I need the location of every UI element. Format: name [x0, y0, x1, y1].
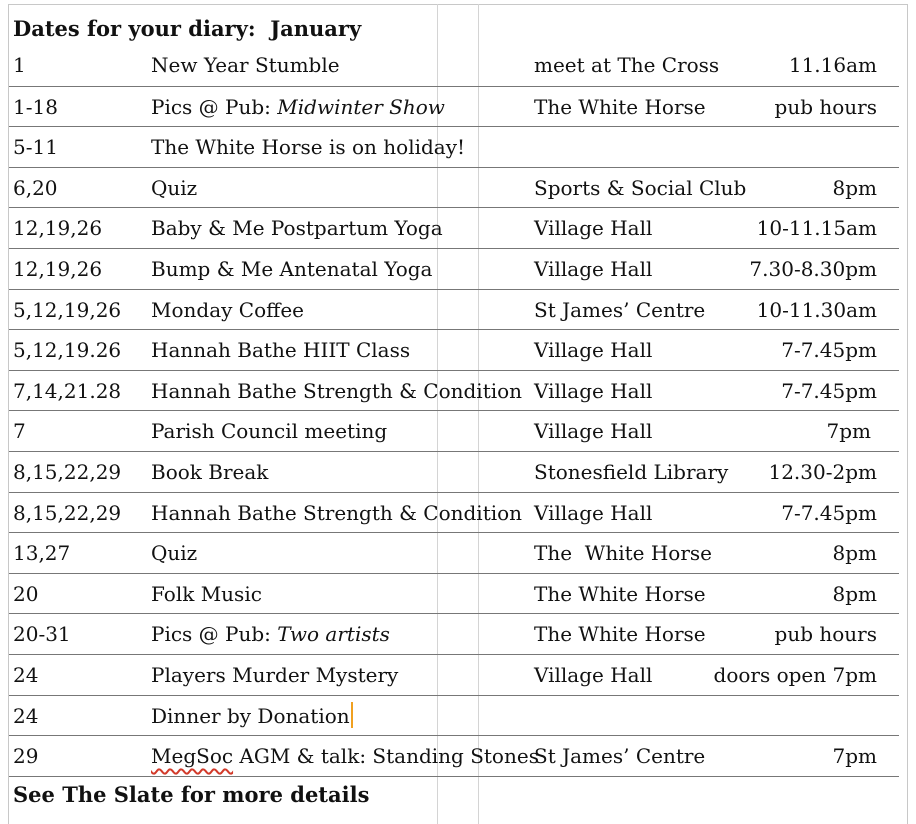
- event-venue: Village Hall: [534, 216, 653, 241]
- table-row: [9, 655, 899, 696]
- event-time: 8pm: [832, 541, 877, 566]
- event-name-prefix: Pics @ Pub:: [151, 94, 278, 119]
- event-venue: Village Hall: [534, 419, 653, 444]
- table-row: [9, 330, 899, 371]
- event-venue: St James’ Centre: [534, 744, 706, 769]
- text-cursor: [351, 702, 353, 728]
- event-date: 7,14,21.28: [13, 378, 122, 403]
- table-row: [9, 411, 899, 452]
- event-time: 7.30-8.30pm: [749, 256, 877, 281]
- event-name: Players Murder Mystery: [151, 662, 399, 687]
- event-date: 20: [13, 581, 39, 606]
- event-name-editable[interactable]: [151, 696, 353, 736]
- event-name: Quiz: [151, 541, 198, 566]
- event-date: 24: [13, 703, 39, 728]
- event-date: 5,12,19,26: [13, 297, 122, 322]
- event-time: 8pm: [832, 581, 877, 606]
- table-row: [9, 45, 899, 87]
- table-row: [9, 574, 899, 615]
- event-time: pub hours: [774, 622, 877, 647]
- event-venue: Village Hall: [534, 256, 653, 281]
- event-name-rest: AGM & talk: Standing Stones: [233, 744, 539, 769]
- event-date: 29: [13, 744, 39, 769]
- event-venue: The White Horse: [534, 541, 712, 566]
- event-time: 11.16am: [788, 53, 877, 77]
- event-venue: Village Hall: [534, 500, 653, 525]
- spelling-flagged-word[interactable]: MegSoc: [151, 744, 234, 769]
- event-time: 7pm: [826, 419, 871, 444]
- event-date: 24: [13, 662, 39, 687]
- event-time: 10-11.15am: [756, 216, 877, 241]
- event-date: 8,15,22,29: [13, 500, 122, 525]
- table-row: [9, 290, 899, 331]
- event-date: 8,15,22,29: [13, 459, 122, 484]
- events-table: [9, 45, 899, 777]
- event-name: Book Break: [151, 459, 269, 484]
- table-row: [9, 208, 899, 249]
- event-name: Hannah Bathe HIIT Class: [151, 338, 411, 363]
- table-row: [9, 249, 899, 290]
- event-name-italic: Two artists: [277, 622, 390, 647]
- event-time: 7-7.45pm: [781, 378, 877, 403]
- event-venue: The White Horse: [534, 622, 706, 647]
- event-time: 10-11.30am: [756, 297, 877, 322]
- event-name: The White Horse is on holiday!: [151, 135, 466, 160]
- event-name: Dinner by Donation: [151, 703, 350, 728]
- event-date: 7: [13, 419, 26, 444]
- table-row: [9, 736, 899, 777]
- event-name: [151, 736, 539, 776]
- event-name: [151, 614, 390, 654]
- event-time: pub hours: [774, 94, 877, 119]
- footer-note: See The Slate for more details: [13, 782, 370, 807]
- event-time: doors open 7pm: [713, 662, 877, 687]
- page-border-right: [907, 4, 908, 824]
- event-date: 1: [13, 53, 26, 77]
- event-date: 12,19,26: [13, 216, 103, 241]
- page-title: Dates for your diary: January: [13, 16, 362, 41]
- event-venue: Stonesfield Library: [534, 459, 729, 484]
- table-row: [9, 452, 899, 493]
- event-time: 7pm: [832, 744, 877, 769]
- event-venue: St James’ Centre: [534, 297, 706, 322]
- event-venue: Village Hall: [534, 662, 653, 687]
- event-name: Hannah Bathe Strength & Condition: [151, 378, 523, 403]
- event-name: Parish Council meeting: [151, 419, 388, 444]
- event-name: New Year Stumble: [151, 53, 340, 77]
- event-name: Monday Coffee: [151, 297, 305, 322]
- event-date: 12,19,26: [13, 256, 103, 281]
- event-name: Quiz: [151, 175, 198, 200]
- table-row: [9, 493, 899, 534]
- event-venue: The White Horse: [534, 581, 706, 606]
- event-venue: The White Horse: [534, 94, 706, 119]
- event-date: 6,20: [13, 175, 58, 200]
- event-name: Hannah Bathe Strength & Condition: [151, 500, 523, 525]
- event-time: 7-7.45pm: [781, 500, 877, 525]
- event-date: 20-31: [13, 622, 71, 647]
- table-row[interactable]: [9, 696, 899, 737]
- event-time: 7-7.45pm: [781, 338, 877, 363]
- page-border-top: [8, 4, 908, 5]
- event-date: 1-18: [13, 94, 58, 119]
- event-name: [151, 87, 445, 127]
- event-time: 12.30-2pm: [768, 459, 877, 484]
- event-venue: Sports & Social Club: [534, 175, 747, 200]
- event-date: 13,27: [13, 541, 71, 566]
- event-date: 5,12,19.26: [13, 338, 122, 363]
- table-row: [9, 127, 899, 168]
- event-name: Bump & Me Antenatal Yoga: [151, 256, 433, 281]
- table-row: [9, 614, 899, 655]
- event-name: Baby & Me Postpartum Yoga: [151, 216, 443, 241]
- table-row: [9, 168, 899, 209]
- table-row: [9, 371, 899, 412]
- event-venue: Village Hall: [534, 378, 653, 403]
- event-name-italic: Midwinter Show: [277, 94, 445, 119]
- table-row: [9, 533, 899, 574]
- event-date: 5-11: [13, 135, 58, 160]
- event-name: Folk Music: [151, 581, 262, 606]
- event-name-prefix: Pics @ Pub:: [151, 622, 278, 647]
- table-row: [9, 87, 899, 128]
- event-venue: meet at The Cross: [534, 53, 720, 77]
- event-venue: Village Hall: [534, 338, 653, 363]
- event-time: 8pm: [832, 175, 877, 200]
